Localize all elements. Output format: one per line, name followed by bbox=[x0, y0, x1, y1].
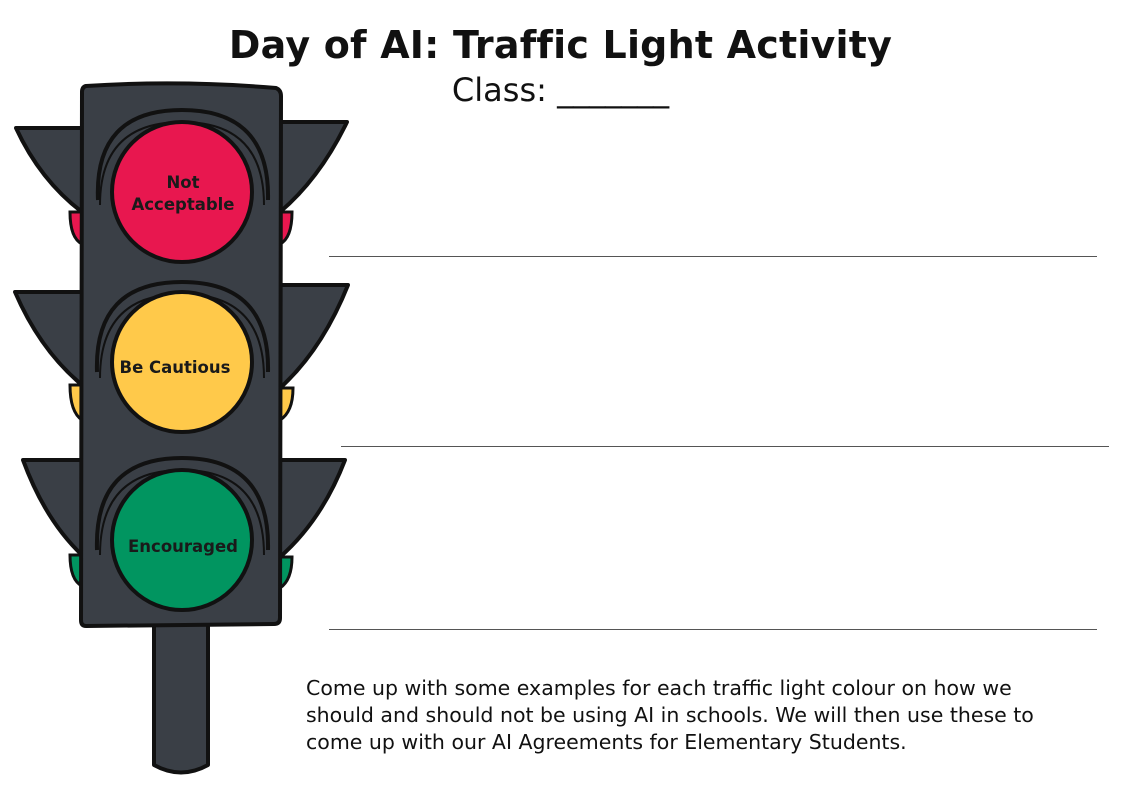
visor-right-red bbox=[280, 122, 347, 212]
visor-right-green bbox=[280, 460, 345, 557]
red-lamp bbox=[112, 122, 252, 262]
visor-right-amber bbox=[280, 285, 348, 388]
pole bbox=[154, 610, 208, 773]
class-field: Class: _______ bbox=[451, 71, 670, 109]
red-lamp-label-line1: Not bbox=[166, 173, 200, 192]
visor-left-amber bbox=[15, 292, 82, 385]
visor-left-red bbox=[16, 128, 82, 212]
red-lamp-label-line2: Acceptable bbox=[131, 195, 235, 214]
visor-left-green bbox=[23, 460, 82, 555]
green-lamp-label: Encouraged bbox=[128, 537, 238, 556]
answer-line-red bbox=[329, 256, 1097, 257]
page-title: Day of AI: Traffic Light Activity bbox=[228, 23, 893, 67]
answer-line-amber bbox=[341, 446, 1109, 447]
instructions-text: Come up with some examples for each traffic light colour on how we should and should not be using AI in schools. We will then use these to come up with our AI Agreements for Elementary Students. bbox=[306, 676, 1034, 754]
amber-lamp-label: Be Cautious bbox=[119, 358, 231, 377]
answer-line-green bbox=[329, 629, 1097, 630]
